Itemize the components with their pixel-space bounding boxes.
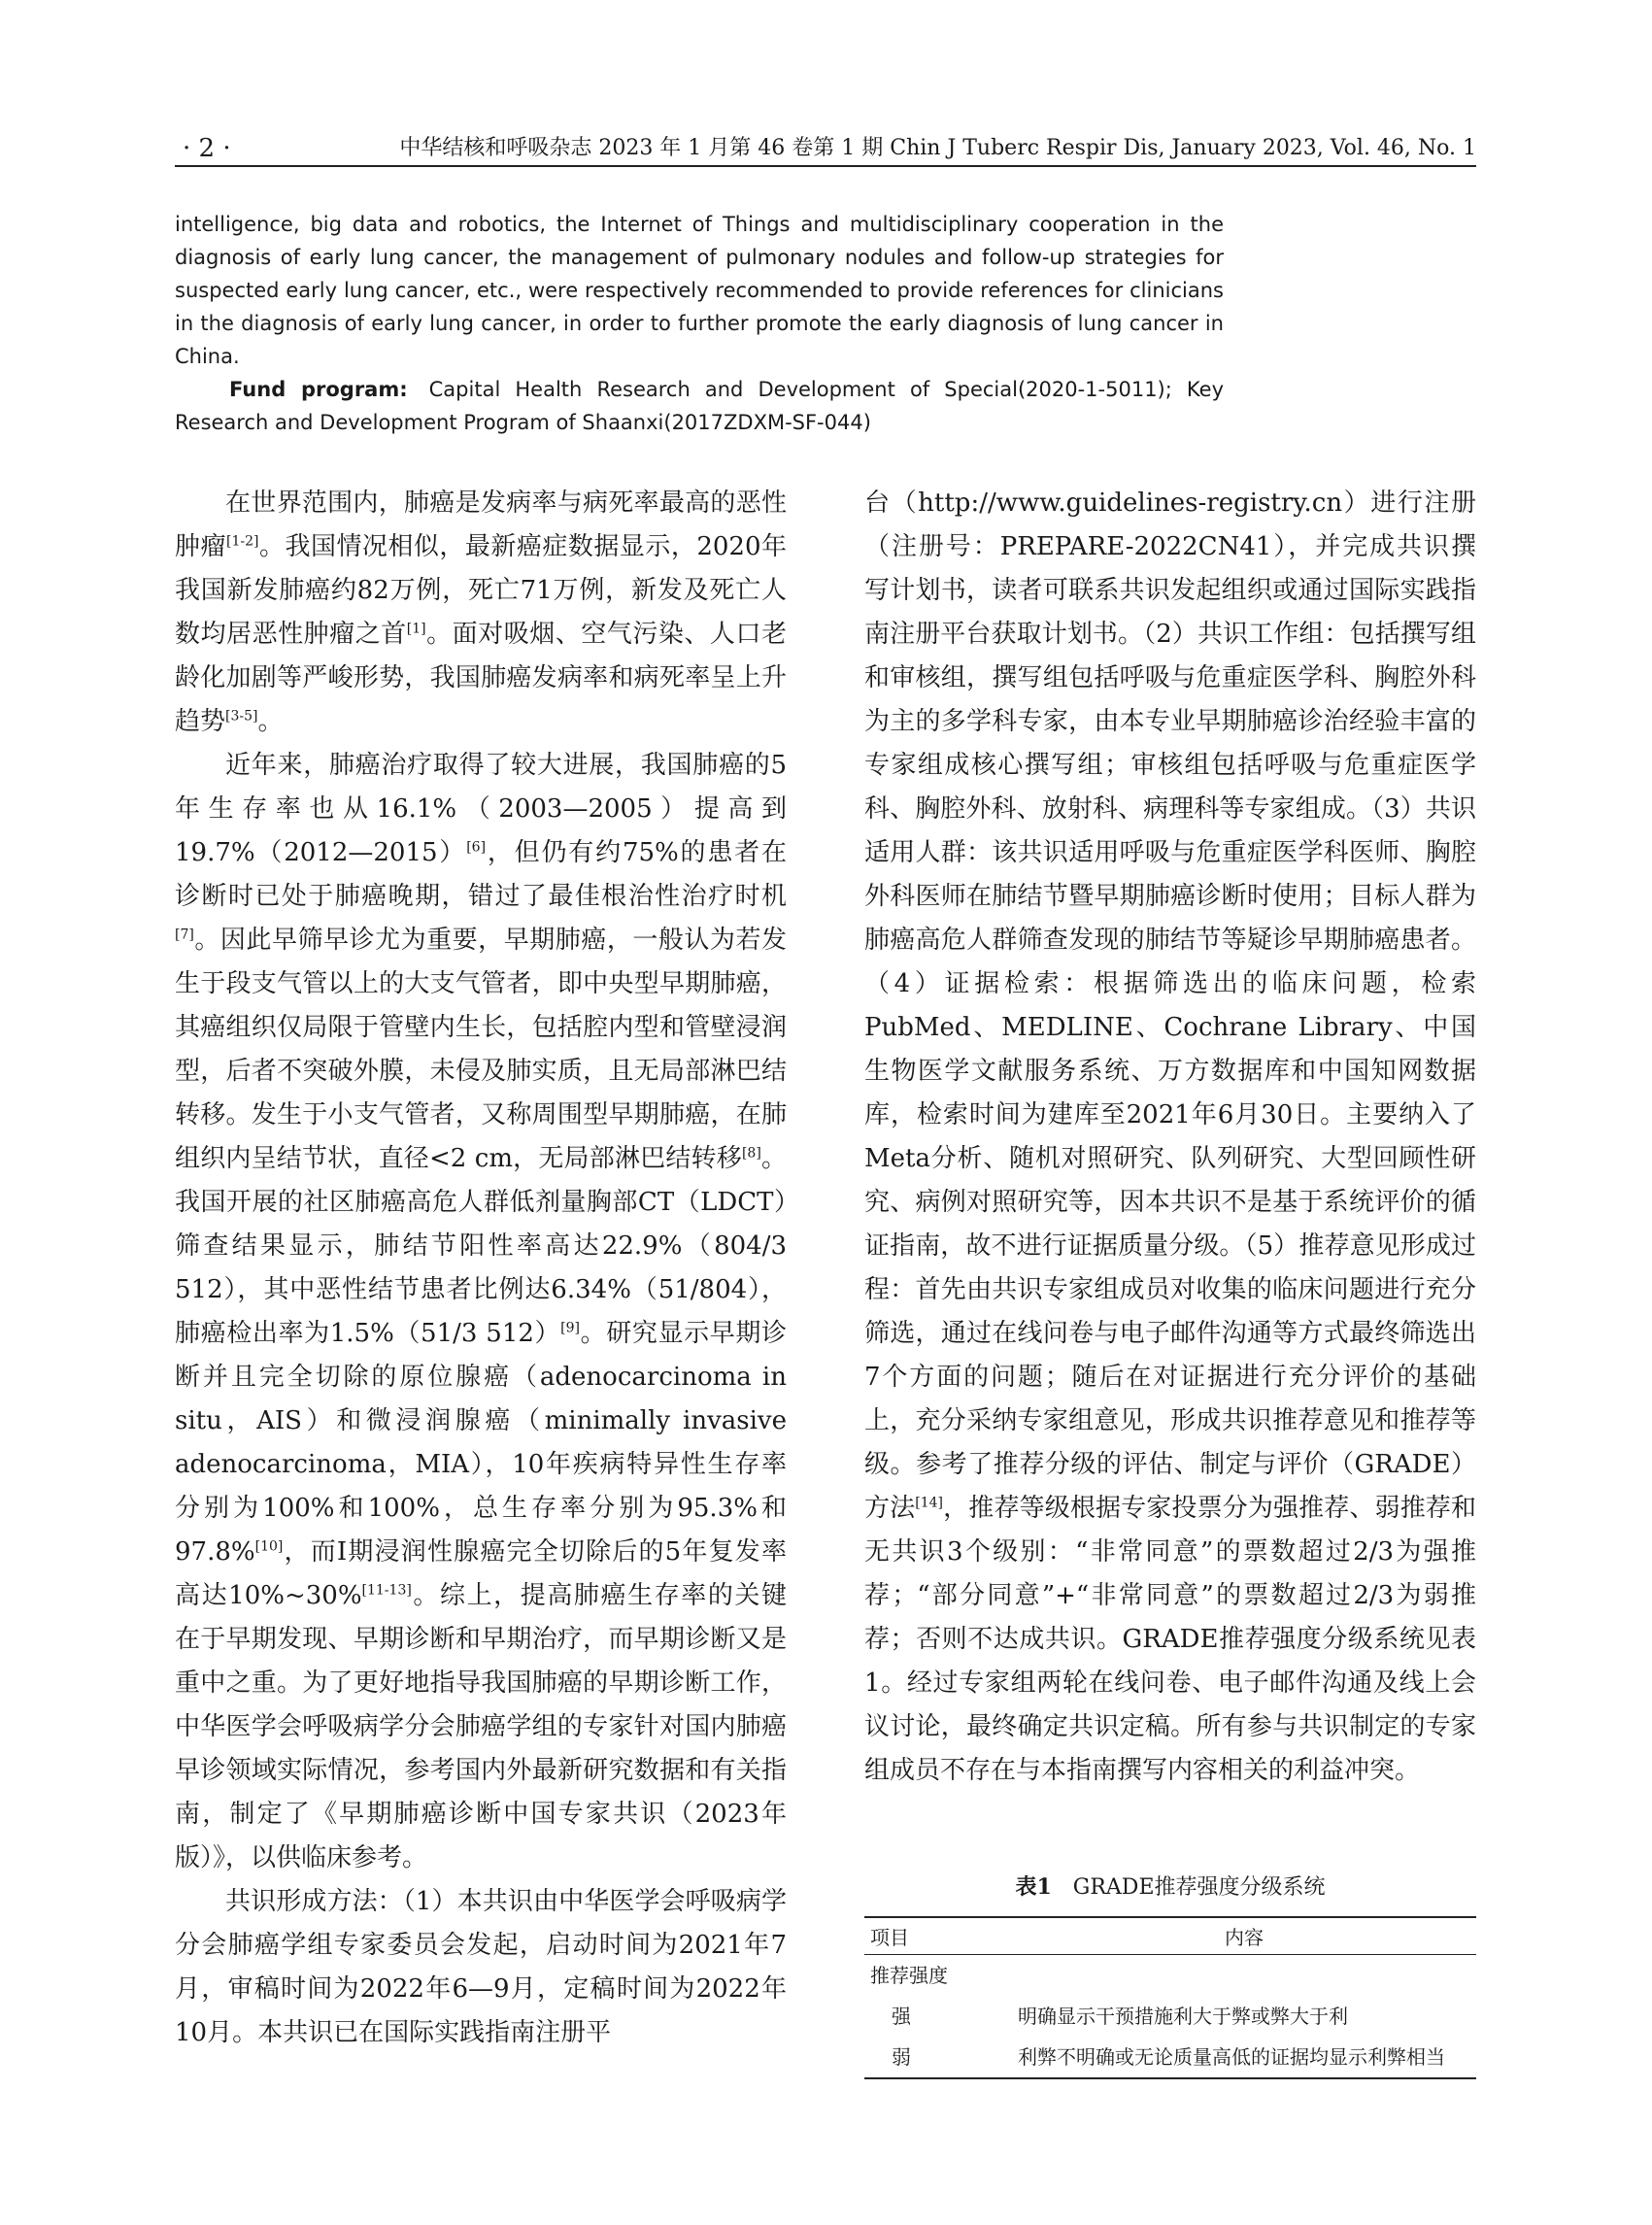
citation: [10] bbox=[254, 1538, 284, 1555]
row-item: 强 bbox=[892, 2005, 911, 2028]
citation: [6] bbox=[466, 839, 487, 856]
table-header-row bbox=[864, 1917, 1476, 1955]
right-column bbox=[864, 482, 1476, 1793]
fund-program bbox=[175, 373, 1224, 439]
fund-text: Capital Health Research and Development of Special(2020-1-5011); Key Research and Development Program of Shaanxi(2017ZDXM-SF-044) bbox=[175, 378, 1224, 434]
citation: [9] bbox=[560, 1320, 581, 1336]
section-label: 推荐强度 bbox=[870, 1964, 948, 1987]
row-item: 弱 bbox=[864, 2037, 1012, 2078]
citation: [1-2] bbox=[226, 533, 259, 550]
english-abstract bbox=[175, 208, 1224, 439]
col-header-content: 内容 bbox=[1012, 1917, 1476, 1955]
methods-paragraph: 共识形成方法：（1）本共识由中华医学会呼吸病学分会肺癌学组专家委员会发起，启动时间为2021年7月，审稿时间为2022年6—9月，定稿时间为2022年10月。本共识已在国际实践指南注册平 bbox=[175, 1887, 787, 2047]
citation: [1] bbox=[406, 621, 426, 637]
table-title bbox=[864, 1872, 1476, 1903]
table-label: 表1 bbox=[1015, 1874, 1052, 1900]
running-head: 中华结核和呼吸杂志 2023 年 1 月第 46 卷第 1 期 Chin J Tuberc Respir Dis, January 2023, Vol. 46, No. 1 bbox=[399, 136, 1476, 160]
fund-label: Fund program: bbox=[229, 378, 408, 401]
intro-paragraph-1: 在世界范围内，肺癌是发病率与病死率最高的恶性肿瘤[1-2]。我国情况相似，最新癌症数据显示，2020年我国新发肺癌约82万例，死亡71万例，新发及死亡人数均居恶性肿瘤之首[1]。面对吸烟、空气污染、人口老龄化加剧等严峻形势，我国肺癌发病率和病死率呈上升趋势[3-5]。 bbox=[175, 489, 787, 736]
table-row bbox=[864, 2037, 1476, 2078]
header-rule bbox=[175, 165, 1476, 167]
row-content: 利弊不明确或无论质量高低的证据均显示利弊相当 bbox=[1012, 2037, 1476, 2078]
table-row bbox=[864, 1955, 1476, 1997]
row-content: 明确显示干预措施利大于弊或弊大于利 bbox=[1018, 2005, 1348, 2028]
page-number: · 2 · bbox=[183, 134, 231, 163]
methods-paragraph-continued: 台（http://www.guidelines-registry.cn）进行注册（注册号：PREPARE-2022CN41），并完成共识撰写计划书，读者可联系共识发起组织或通过国际实践指南注册平台获取计划书。（2）共识工作组：包括撰写组和审核组，撰写组包括呼吸与危重症医学科、胸腔外科为主的多学科专家，由本专业早期肺癌诊治经验丰富的专家组成核心撰写组；审核组包括呼吸与危重症医学科、胸腔外科、放射科、病理科等专家组成。（3）共识适用人群：该共识适用呼吸与危重症医学科医师、胸腔外科医师在肺结节暨早期肺癌诊断时使用；目标人群为肺癌高危人群筛查发现的肺结节等疑诊早期肺癌患者。（4）证据检索：根据筛选出的临床问题，检索PubMed、MEDLINE、Cochrane Library、中国生物医学文献服务系统、万方数据库和中国知网数据库，检索时间为建库至2021年6月30日。主要纳入了Meta分析、随机对照研究、队列研究、大型回顾性研究、病例对照研究等，因本共识不是基于系统评价的循证指南，故不进行证据质量分级。（5）推荐意见形成过程：首先由共识专家组成员对收集的临床问题进行充分筛选，通过在线问卷与电子邮件沟通等方式最终筛选出7个方面的问题；随后在对证据进行充分评价的基础上，充分采纳专家组意见，形成共识推荐意见和推荐等级。参考了推荐分级的评估、制定与评价（GRADE）方法[14]，推荐等级根据专家投票分为强推荐、弱推荐和无共识3个级别：“非常同意”的票数超过2/3为强推荐；“部分同意”+“非常同意”的票数超过2/3为弱推荐；否则不达成共识。GRADE推荐强度分级系统见表1。经过专家组两轮在线问卷、电子邮件沟通及线上会议讨论，最终确定共识定稿。所有参与共识制定的专家组成员不存在与本指南撰写内容相关的利益冲突。 bbox=[864, 489, 1476, 1785]
table-row bbox=[864, 1996, 1476, 2037]
abstract-text: intelligence, big data and robotics, the Internet of Things and multidisciplinary cooperation in the diagnosis of early lung cancer, the management of pulmonary nodules and follow-up strategies for suspected early lung cancer, etc., were respectively recommended to provide references for clinicians in the diagnosis of early lung cancer, in order to further promote the early diagnosis of lung cancer in China. bbox=[175, 213, 1224, 368]
citation: [3-5] bbox=[225, 708, 258, 725]
citation: [7] bbox=[175, 927, 194, 943]
citation: [8] bbox=[741, 1145, 761, 1162]
page-header bbox=[175, 134, 1476, 173]
left-column bbox=[175, 482, 787, 2055]
citation: [14] bbox=[915, 1495, 944, 1511]
table bbox=[864, 1916, 1476, 2079]
table-caption: GRADE推荐强度分级系统 bbox=[1072, 1875, 1326, 1900]
col-header-item: 项目 bbox=[864, 1917, 1012, 1955]
grade-table bbox=[864, 1872, 1476, 2079]
intro-paragraph-2: 近年来，肺癌治疗取得了较大进展，我国肺癌的5年生存率也从16.1%（2003—2005）提高到19.7%（2012—2015）[6]，但仍有约75%的患者在诊断时已处于肺癌晚期，错过了最佳根治性治疗时机[7]。因此早筛早诊尤为重要，早期肺癌，一般认为若发生于段支气管以上的大支气管者，即中央型早期肺癌，其癌组织仅局限于管壁内生长，包括腔内型和管壁浸润型，后者不突破外膜，未侵及肺实质，且无局部淋巴结转移。发生于小支气管者，又称周围型早期肺癌，在肺组织内呈结节状，直径<2 cm，无局部淋巴结转移[8]。我国开展的社区肺癌高危人群低剂量胸部CT（LDCT）筛查结果显示，肺结节阳性率高达22.9%（804/3 512），其中恶性结节患者比例达6.34%（51/804），肺癌检出率为1.5%（51/3 512）[9]。研究显示早期诊断并且完全切除的原位腺癌（adenocarcinoma in situ，AIS）和微浸润腺癌（minimally invasive adenocarcinoma，MIA），10年疾病特异性生存率分别为100%和100%，总生存率分别为95.3%和97.8%[10]，而Ⅰ期浸润性腺癌完全切除后的5年复发率高达10%~30%[11-13]。综上，提高肺癌生存率的关键在于早期发现、早期诊断和早期治疗，而早期诊断又是重中之重。为了更好地指导我国肺癌的早期诊断工作，中华医学会呼吸病学分会肺癌学组的专家针对国内肺癌早诊领域实际情况，参考国内外最新研究数据和有关指南，制定了《早期肺癌诊断中国专家共识（2023年版）》，以供临床参考。 bbox=[175, 751, 787, 1872]
citation: [11-13] bbox=[361, 1582, 412, 1599]
